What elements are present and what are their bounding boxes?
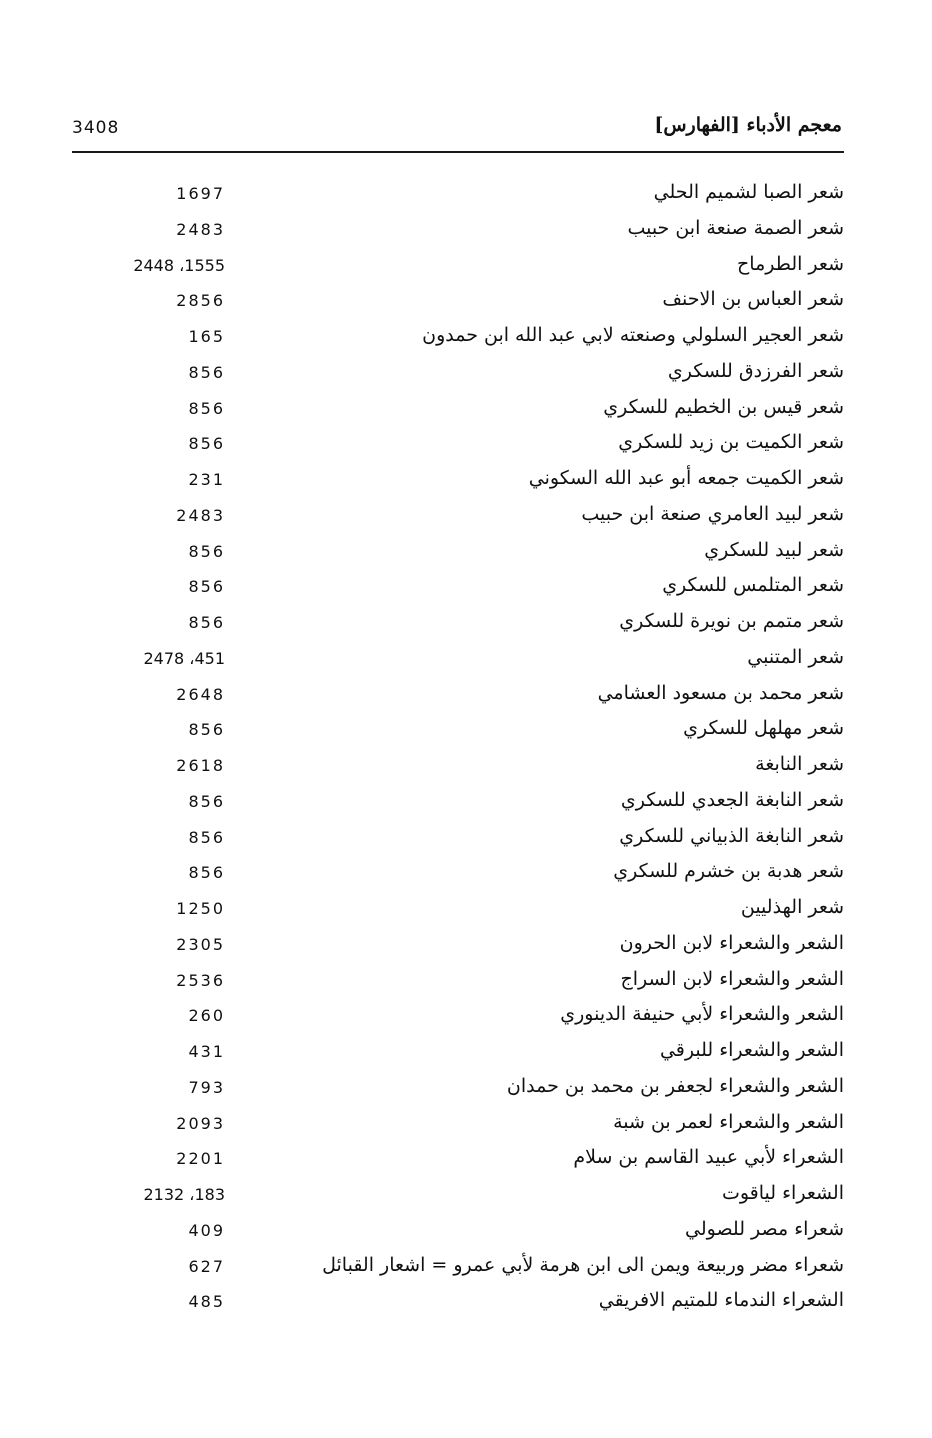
entry-title: الشعر والشعراء لابن السراج: [620, 967, 844, 990]
entry-page-numbers: 2132 ،183: [143, 1185, 225, 1204]
entry-title: شعر النابغة الجعدي للسكري: [620, 788, 844, 811]
entry-title: الشعر والشعراء لعمر بن شبة: [613, 1110, 844, 1133]
entry-title: شعراء مصر للصولي: [685, 1217, 844, 1240]
entry-page-numbers: 2093: [176, 1113, 225, 1133]
entry-title: الشعر والشعراء للبرقي: [659, 1039, 844, 1061]
entry-title: شعر المتنبي: [747, 645, 844, 668]
index-list: [0, 178, 932, 1322]
entry-title: شعر النابغة الذبياني للسكري: [619, 824, 844, 847]
entry-title: الشعراء الندماء للمتيم الافريقي: [598, 1289, 844, 1312]
entry-page-numbers: 431: [188, 1042, 225, 1061]
index-row: [0, 500, 932, 536]
entry-title: الشعراء لياقوت: [721, 1182, 844, 1204]
index-row: [0, 1143, 932, 1179]
entry-title: شعر مهلهل للسكري: [683, 717, 844, 740]
index-row: [0, 965, 932, 1001]
entry-page-numbers: 1697: [176, 184, 225, 203]
index-row: [0, 214, 932, 250]
entry-page-numbers: 627: [188, 1256, 225, 1276]
entry-title: شعر قيس بن الخطيم للسكري: [603, 395, 844, 418]
entry-title: الشعر والشعراء لجعفر بن محمد بن حمدان: [506, 1074, 844, 1097]
entry-page-numbers: 260: [188, 1006, 225, 1026]
entry-title: شعر الصبا لشميم الحلي: [653, 181, 844, 203]
entry-page-numbers: 2483: [176, 219, 225, 239]
entry-title: شعر لبيد العامري صنعة ابن حبيب: [581, 502, 844, 525]
index-row: [0, 1179, 932, 1215]
index-row: [0, 714, 932, 750]
entry-page-numbers: 856: [188, 613, 225, 632]
entry-page-numbers: 856: [188, 720, 225, 740]
index-row: [0, 1286, 932, 1322]
entry-title: شعراء مضر وربيعة ويمن الى ابن هرمة لأبي عمرو = اشعار القبائل: [322, 1253, 844, 1276]
index-row: [0, 857, 932, 893]
entry-page-numbers: 2305: [176, 934, 225, 954]
entry-page-numbers: 856: [188, 398, 225, 418]
entry-page-numbers: 231: [188, 470, 225, 489]
entry-title: شعر لبيد للسكري: [704, 538, 844, 561]
entry-title: الشعراء لأبي عبيد القاسم بن سلام: [573, 1146, 844, 1169]
index-row: [0, 929, 932, 965]
entry-title: شعر هدبة بن خشرم للسكري: [613, 860, 844, 883]
index-row: [0, 1036, 932, 1072]
entry-page-numbers: 2478 ،451: [143, 648, 225, 668]
entry-page-numbers: 485: [188, 1292, 225, 1312]
entry-title: شعر الهذليين: [740, 896, 844, 918]
entry-title: شعر محمد بن مسعود العشامي: [597, 681, 844, 704]
index-row: [0, 1251, 932, 1287]
page-header: [72, 110, 842, 148]
index-row: [0, 607, 932, 643]
entry-page-numbers: 856: [188, 791, 225, 811]
entry-page-numbers: 409: [188, 1220, 225, 1240]
entry-title: شعر العباس بن الاحنف: [662, 288, 844, 311]
index-row: [0, 822, 932, 858]
entry-title: شعر النابغة: [755, 753, 844, 775]
index-row: [0, 786, 932, 822]
index-row: [0, 536, 932, 572]
entry-page-numbers: 2448 ،1555: [133, 255, 225, 275]
index-row: [0, 178, 932, 214]
index-row: [0, 1108, 932, 1144]
page-number: 3408: [72, 118, 120, 138]
index-row: [0, 571, 932, 607]
entry-page-numbers: 165: [188, 327, 225, 346]
entry-title: شعر الكميت جمعه أبو عبد الله السكوني: [528, 467, 844, 489]
entry-title: شعر الصمة صنعة ابن حبيب: [627, 216, 844, 239]
index-row: [0, 893, 932, 929]
entry-page-numbers: 856: [188, 577, 225, 597]
entry-title: شعر الكميت بن زيد للسكري: [618, 431, 844, 454]
index-row: [0, 1215, 932, 1251]
entry-page-numbers: 2648: [176, 684, 225, 704]
entry-title: شعر متمم بن نويرة للسكري: [619, 610, 844, 632]
entry-page-numbers: 856: [188, 863, 225, 883]
entry-page-numbers: 2618: [176, 756, 225, 775]
index-row: [0, 393, 932, 429]
index-row: [0, 428, 932, 464]
entry-page-numbers: 856: [188, 541, 225, 561]
index-row: [0, 679, 932, 715]
index-row: [0, 285, 932, 321]
entry-title: شعر الطرماح: [737, 252, 844, 275]
running-title: معجم الأدباء [الفهارس]: [654, 114, 842, 136]
index-row: [0, 643, 932, 679]
entry-page-numbers: 2856: [176, 291, 225, 311]
entry-page-numbers: 2201: [176, 1149, 225, 1169]
entry-title: شعر المتلمس للسكري: [662, 574, 844, 597]
entry-page-numbers: 793: [188, 1077, 225, 1097]
index-row: [0, 250, 932, 286]
entry-title: شعر العجير السلولي وصنعته لابي عبد الله ابن حمدون: [422, 324, 844, 346]
entry-title: الشعر والشعراء لابن الحرون: [619, 931, 844, 954]
entry-title: شعر الفرزدق للسكري: [667, 359, 844, 382]
entry-page-numbers: 1250: [176, 899, 225, 918]
entry-page-numbers: 856: [188, 434, 225, 454]
index-row: [0, 1000, 932, 1036]
entry-title: الشعر والشعراء لأبي حنيفة الدينوري: [560, 1003, 844, 1026]
entry-page-numbers: 856: [188, 362, 225, 382]
index-row: [0, 357, 932, 393]
entry-page-numbers: 2536: [176, 970, 225, 990]
entry-page-numbers: 2483: [176, 505, 225, 525]
entry-page-numbers: 856: [188, 827, 225, 847]
index-row: [0, 464, 932, 500]
index-row: [0, 321, 932, 357]
index-row: [0, 1072, 932, 1108]
index-row: [0, 750, 932, 786]
header-rule: [72, 151, 844, 153]
